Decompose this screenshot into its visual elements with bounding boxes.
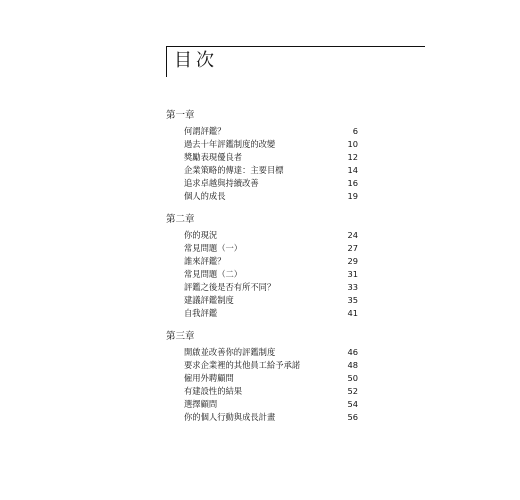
toc-entry[interactable] [184, 151, 358, 163]
toc-entry[interactable] [184, 268, 358, 280]
toc-entry-label: 評鑑之後是否有所不同？ [184, 282, 276, 292]
toc-entry-label: 常見問題（一） [184, 243, 243, 253]
toc-entry-label: 建議評鑑制度 [184, 295, 234, 305]
toc-entry[interactable] [184, 190, 358, 202]
toc-entry-page: 56 [347, 412, 358, 422]
toc-entry-page: 10 [347, 139, 358, 149]
toc-entry-page: 12 [347, 152, 358, 162]
toc-entry[interactable] [184, 281, 358, 293]
toc-entry-page: 16 [347, 178, 358, 188]
toc-entry-label: 要求企業裡的其他員工給予承諾 [184, 360, 301, 370]
toc-entry[interactable] [184, 138, 358, 150]
toc-entry[interactable] [184, 359, 358, 371]
toc-entry-label: 獎勵表現優良者 [184, 152, 243, 162]
toc-entry-label: 開啟並改善你的評鑑制度 [184, 347, 276, 357]
toc-entry-page: 24 [347, 230, 358, 240]
toc-header-frame [166, 46, 425, 77]
chapter-title: 第二章 [166, 214, 195, 225]
toc-entry[interactable] [184, 242, 358, 254]
toc-entry-label: 選擇顧問 [184, 399, 218, 409]
toc-entry-label: 自我評鑑 [184, 308, 218, 318]
toc-entry-label: 過去十年評鑑制度的改變 [184, 139, 276, 149]
toc-entry-page: 19 [347, 191, 358, 201]
toc-entry-label: 有建設性的結果 [184, 386, 243, 396]
toc-entry-page: 29 [347, 256, 358, 266]
toc-entry-page: 14 [347, 165, 358, 175]
toc-entry[interactable] [184, 372, 358, 384]
toc-entry-label: 個人的成長 [184, 191, 226, 201]
toc-entry-page: 41 [347, 308, 358, 318]
toc-entry[interactable] [184, 411, 358, 423]
toc-entry-page: 50 [347, 373, 358, 383]
chapter-title: 第三章 [166, 331, 195, 342]
toc-entry-page: 27 [347, 243, 358, 253]
chapter-2 [166, 214, 358, 318]
toc-entry-label: 你的現況 [184, 230, 218, 240]
chapter-1 [166, 110, 358, 201]
toc-entry-label: 僱用外聘顧問 [184, 373, 234, 383]
toc-entry-page: 6 [352, 126, 358, 136]
toc-title: 目次 [174, 50, 218, 71]
toc-entry-page: 31 [347, 269, 358, 279]
toc-entry[interactable] [184, 164, 358, 176]
toc-entry-page: 33 [347, 282, 358, 292]
toc-entry-label: 何謂評鑑？ [184, 126, 226, 136]
toc-entry[interactable] [184, 398, 358, 410]
toc-entry-label: 你的個人行動與成長計畫 [184, 412, 276, 422]
toc-entry[interactable] [184, 125, 358, 137]
toc-entry-label: 常見問題（二） [184, 269, 243, 279]
toc-entry-label: 追求卓越與持續改善 [184, 178, 259, 188]
chapter-3 [166, 331, 358, 422]
toc-entry[interactable] [184, 177, 358, 189]
toc-entry-page: 35 [347, 295, 358, 305]
toc-entry-label: 企業策略的傳達：主要目標 [184, 165, 284, 175]
toc-entry[interactable] [184, 346, 358, 358]
toc-entry[interactable] [184, 385, 358, 397]
toc-entry-page: 54 [347, 399, 358, 409]
toc-entry[interactable] [184, 255, 358, 267]
toc-entry[interactable] [184, 229, 358, 241]
chapter-title: 第一章 [166, 110, 195, 121]
toc-entry[interactable] [184, 307, 358, 319]
toc-entry-page: 48 [347, 360, 358, 370]
toc-entry-page: 46 [347, 347, 358, 357]
toc-entry-page: 52 [347, 386, 358, 396]
toc-entry[interactable] [184, 294, 358, 306]
toc-entry-label: 誰來評鑑？ [184, 256, 226, 266]
